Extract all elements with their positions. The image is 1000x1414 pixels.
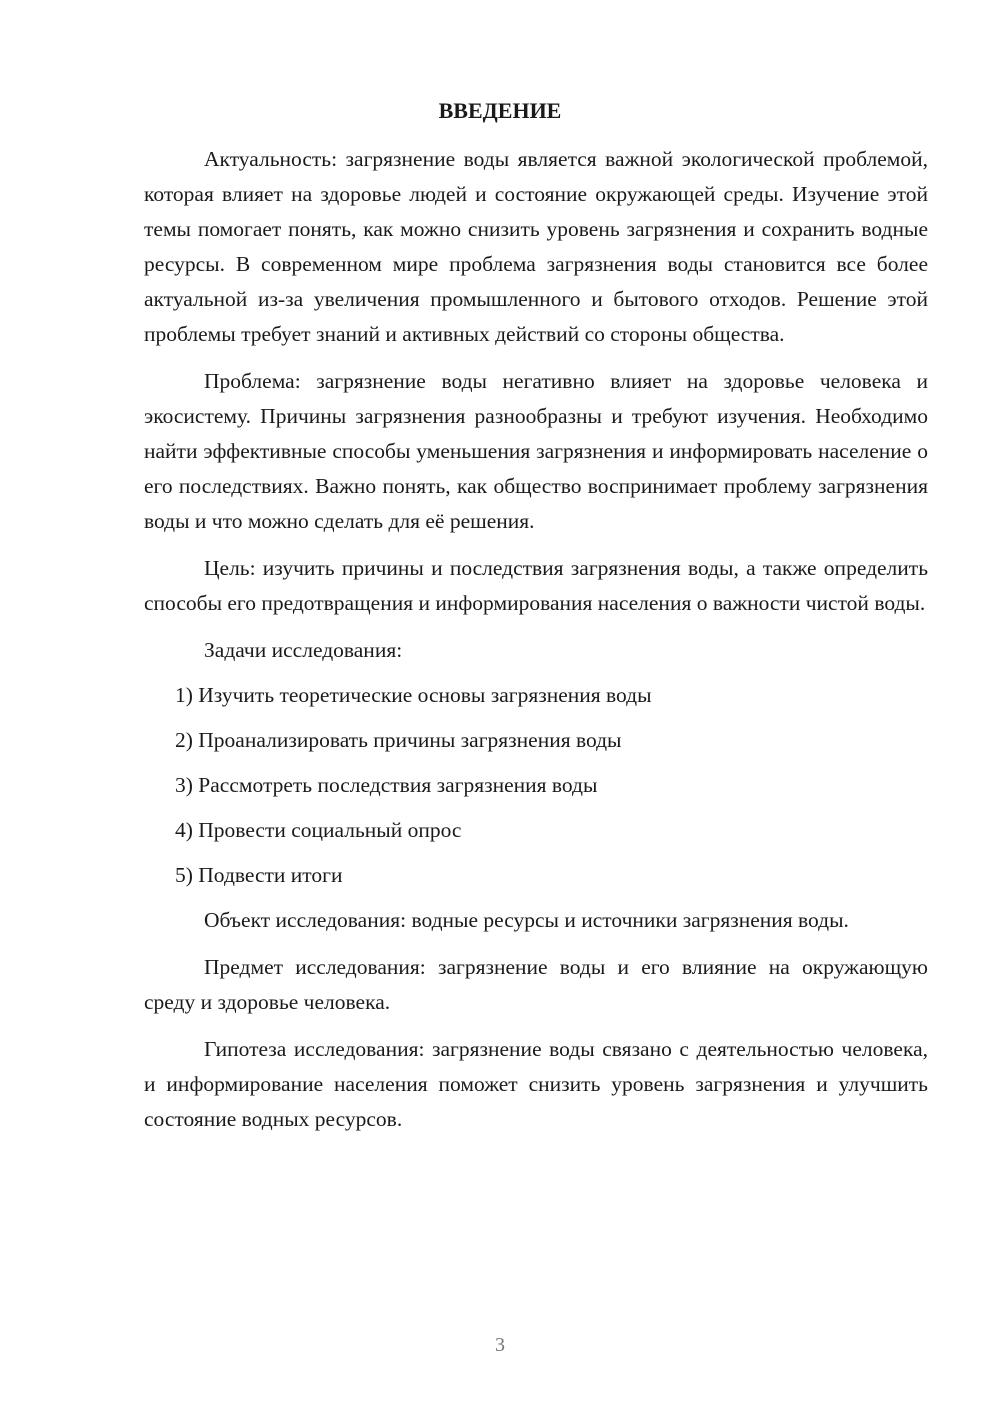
- list-item: 5) Подвести итоги: [175, 863, 343, 887]
- page-title: ВВЕДЕНИЕ: [438, 98, 562, 123]
- list-item: 1) Изучить теоретические основы загрязнения воды: [175, 683, 652, 707]
- tasks-list: [144, 678, 928, 893]
- list-item: 2) Проанализировать причины загрязнения воды: [175, 728, 622, 752]
- paragraph-problem: Проблема: загрязнение воды негативно влияет на здоровье человека и экосистему. Причины загрязнения разнообразны и требуют изучения. Необходимо найти эффективные способы уменьшения загрязнения и информировать население о его последствиях. Важно понять, как общество воспринимает проблему загрязнения воды и что можно сделать для её решения.: [144, 369, 928, 533]
- page-number: 3: [495, 1334, 505, 1356]
- tasks-heading: Задачи исследования:: [204, 638, 403, 662]
- paragraph-hypothesis: Гипотеза исследования: загрязнение воды связано с деятельностью человека, и информирование населения поможет снизить уровень загрязнения и улучшить состояние водных ресурсов.: [144, 1037, 928, 1131]
- paragraph-goal: Цель: изучить причины и последствия загрязнения воды, а также определить способы его предотвращения и информирования населения о важности чистой воды.: [144, 556, 928, 615]
- list-item: 4) Провести социальный опрос: [175, 818, 462, 842]
- paragraph-object: Объект исследования: водные ресурсы и источники загрязнения воды.: [204, 908, 849, 932]
- paragraph-relevance: Актуальность: загрязнение воды является важной экологической проблемой, которая влияет на здоровье людей и состояние окружающей среды. Изучение этой темы помогает понять, как можно снизить уровень загрязнения и сохранить водные ресурсы. В современном мире проблема загрязнения воды становится все более актуальной из-за увеличения промышленного и бытового отходов. Решение этой проблемы требует знаний и активных действий со стороны общества.: [144, 147, 928, 346]
- document-body: [144, 142, 928, 1149]
- list-item: 3) Рассмотреть последствия загрязнения воды: [175, 773, 598, 797]
- paragraph-subject: Предмет исследования: загрязнение воды и его влияние на окружающую среду и здоровье человека.: [144, 955, 928, 1014]
